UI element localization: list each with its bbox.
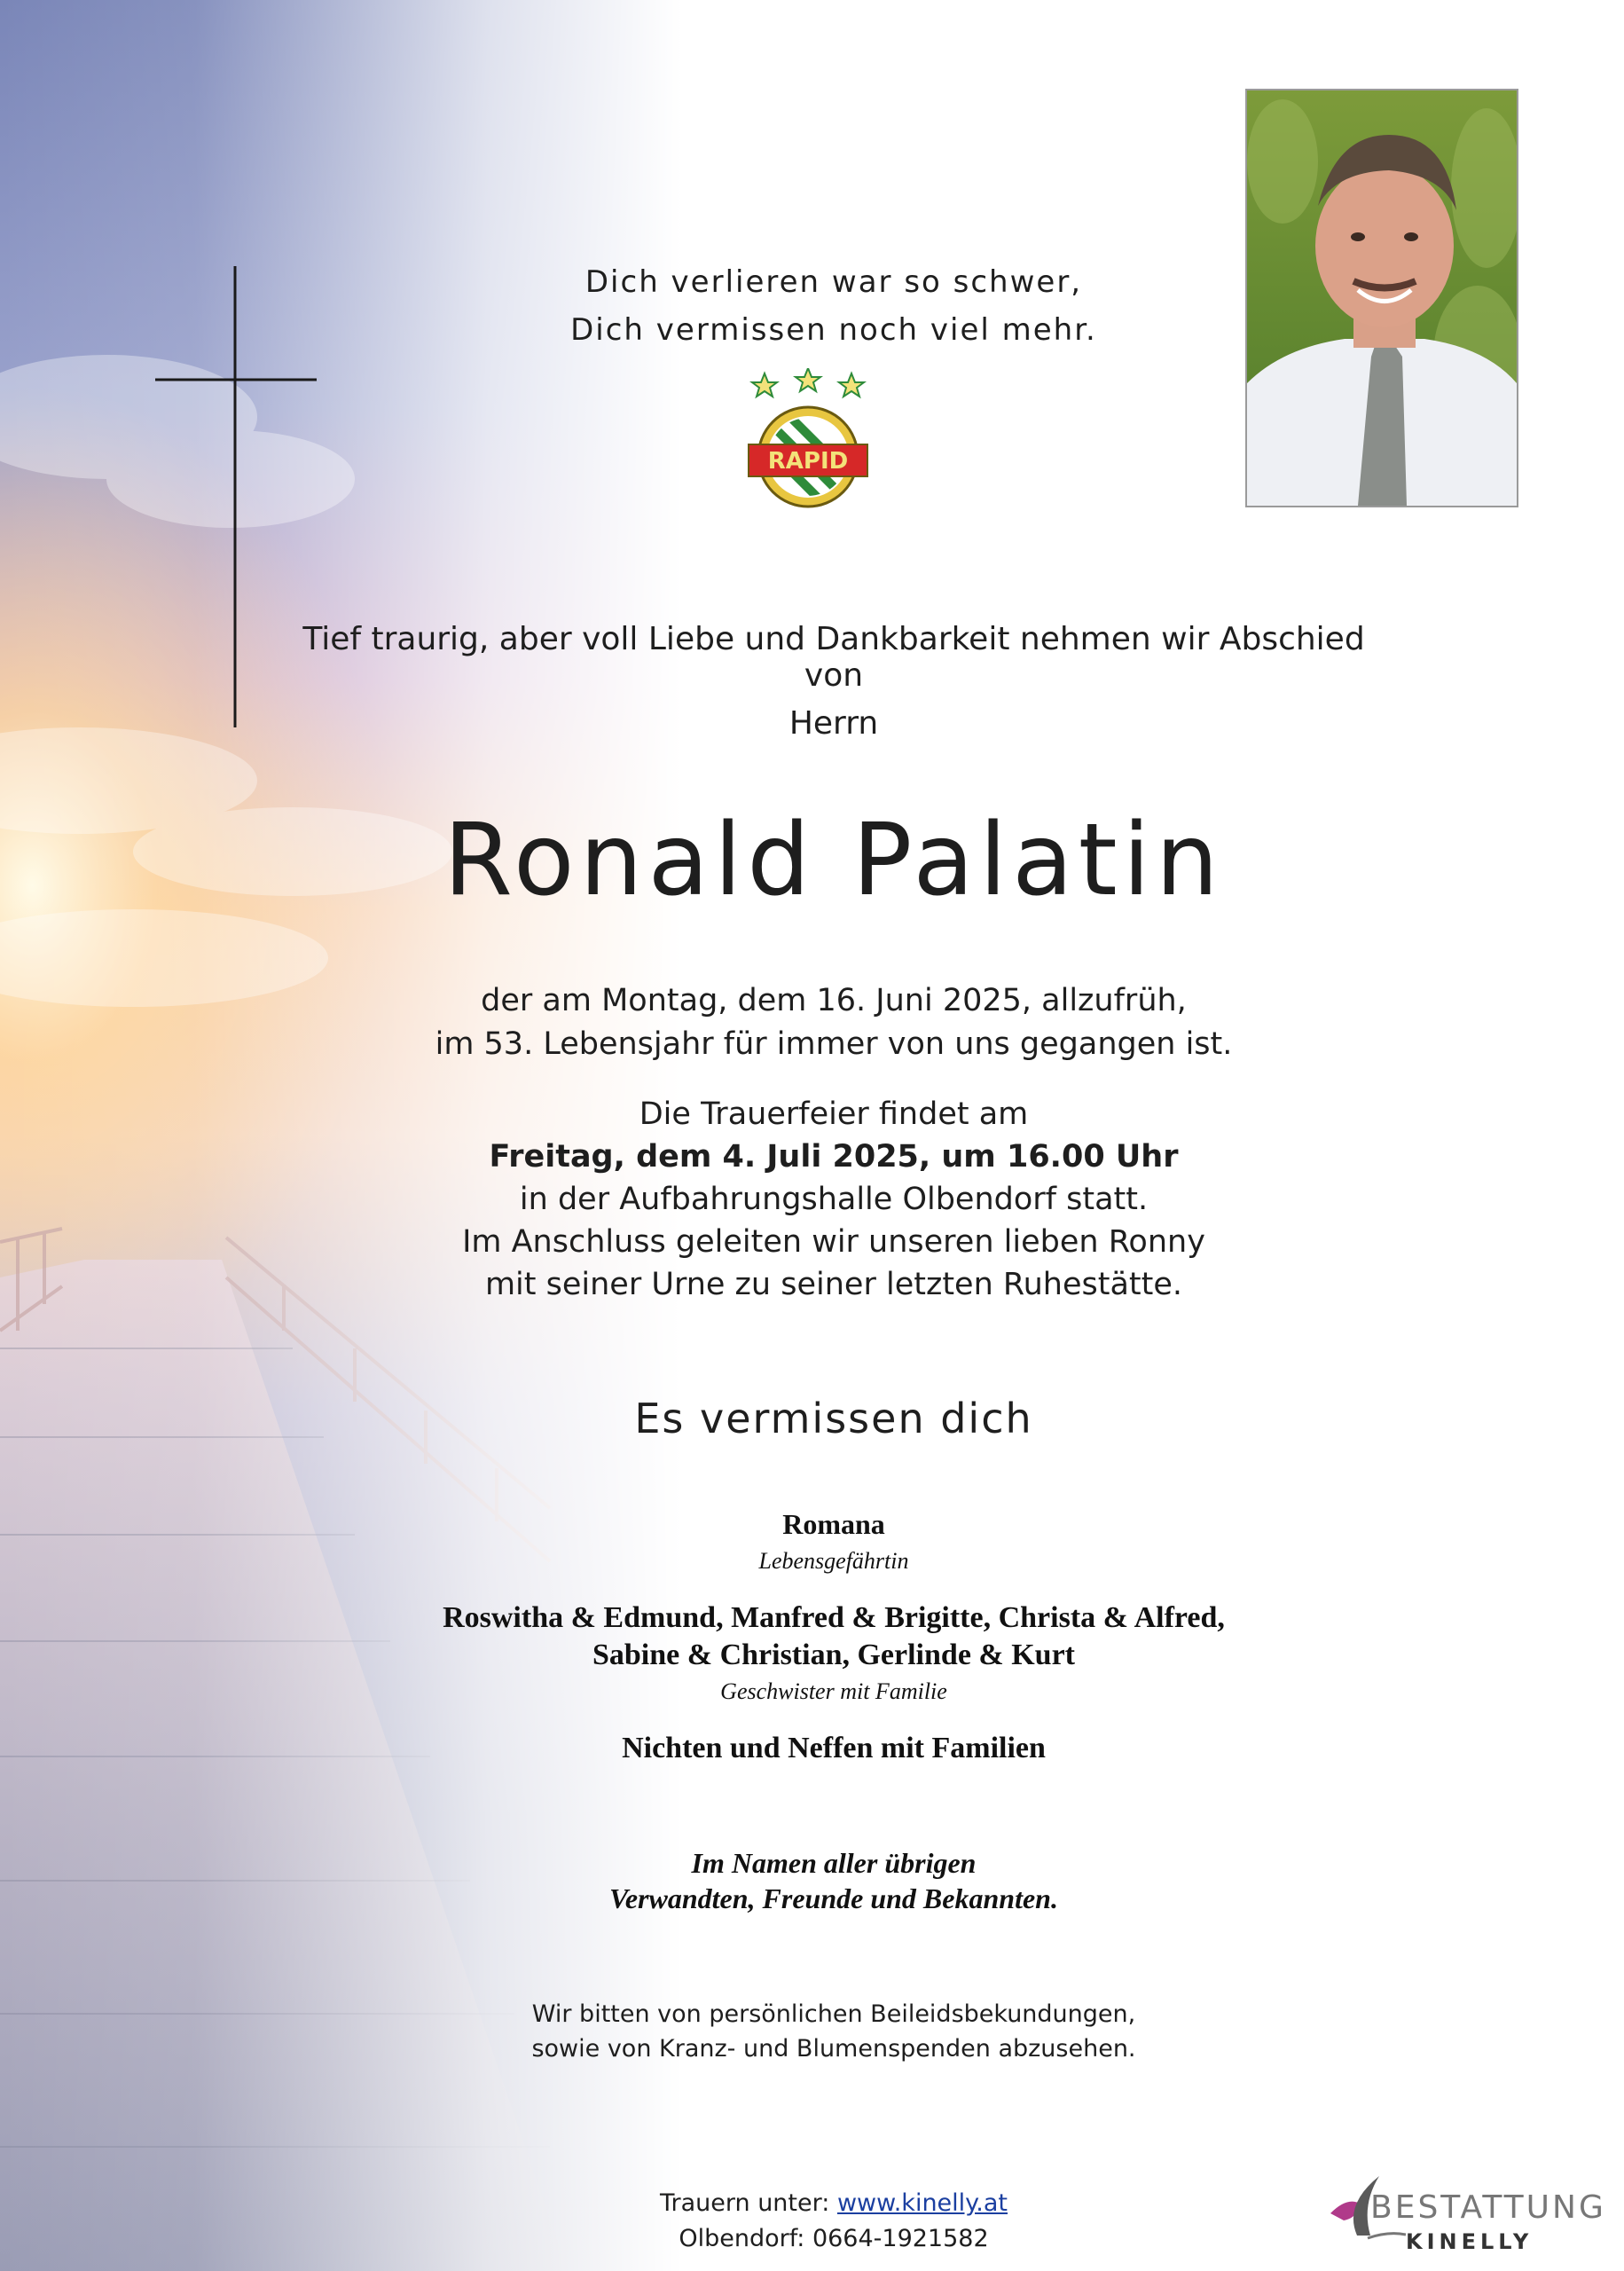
- deceased-name: Ronald Palatin: [443, 803, 1224, 918]
- cross-icon: [155, 266, 317, 727]
- ceremony-line-4: Im Anschluss geleiten wir unseren lieben Ronny: [462, 1224, 1205, 1260]
- death-line-1: der am Montag, dem 16. Juni 2025, allzufrüh,: [481, 983, 1187, 1018]
- ceremony-date: Freitag, dem 4. Juli 2025, um 16.00 Uhr: [489, 1139, 1179, 1175]
- quote-line-2: Dich vermissen noch viel mehr.: [570, 312, 1097, 348]
- mourners-heading: Es vermissen dich: [634, 1395, 1033, 1442]
- intro-text: Tief traurig, aber voll Liebe und Dankbarkeit nehmen wir Abschied von: [302, 621, 1365, 694]
- contact-label: Trauern unter:: [659, 2189, 830, 2217]
- contact-line: [302, 2189, 1366, 2217]
- siblings-line-2: Sabine & Christian, Gerlinde & Kurt: [592, 1638, 1076, 1671]
- siblings-line-1: Roswitha & Edmund, Manfred & Brigitte, Christa & Alfred,: [443, 1601, 1225, 1634]
- phone-line: Olbendorf: 0664-1921582: [679, 2225, 989, 2252]
- request-line-1: Wir bitten von persönlichen Beileidsbekundungen,: [531, 2000, 1136, 2028]
- funeral-home-name-1: BESTATTUNG: [1370, 2189, 1606, 2226]
- death-line-2: im 53. Lebensjahr für immer von uns gegangen ist.: [435, 1026, 1233, 1062]
- funeral-home-name-2: KINELLY: [1406, 2229, 1534, 2254]
- ceremony-line-5: mit seiner Urne zu seiner letzten Ruhestätte.: [484, 1267, 1183, 1302]
- siblings-relation: Geschwister mit Familie: [720, 1678, 947, 1704]
- quote-line-1: Dich verlieren war so schwer,: [584, 264, 1083, 300]
- website-link[interactable]: www.kinelly.at: [836, 2189, 1008, 2217]
- ceremony-line-3: in der Aufbahrungshalle Olbendorf statt.: [519, 1182, 1149, 1217]
- closing-line-1: Im Namen aller übrigen: [691, 1847, 977, 1879]
- rapid-crest-text: RAPID: [767, 448, 849, 475]
- closing-line-2: Verwandten, Freunde und Bekannten.: [609, 1882, 1058, 1914]
- request-line-2: sowie von Kranz- und Blumenspenden abzusehen.: [531, 2035, 1136, 2063]
- partner-name: Romana: [782, 1508, 885, 1540]
- rapid-crest-icon: [741, 368, 875, 517]
- nieces-nephews: Nichten und Neffen mit Familien: [622, 1732, 1046, 1764]
- person-portrait: [1245, 89, 1518, 507]
- ceremony-line-1: Die Trauerfeier findet am: [639, 1096, 1029, 1132]
- salutation: Herrn: [788, 705, 879, 742]
- partner-relation: Lebensgefährtin: [758, 1548, 909, 1574]
